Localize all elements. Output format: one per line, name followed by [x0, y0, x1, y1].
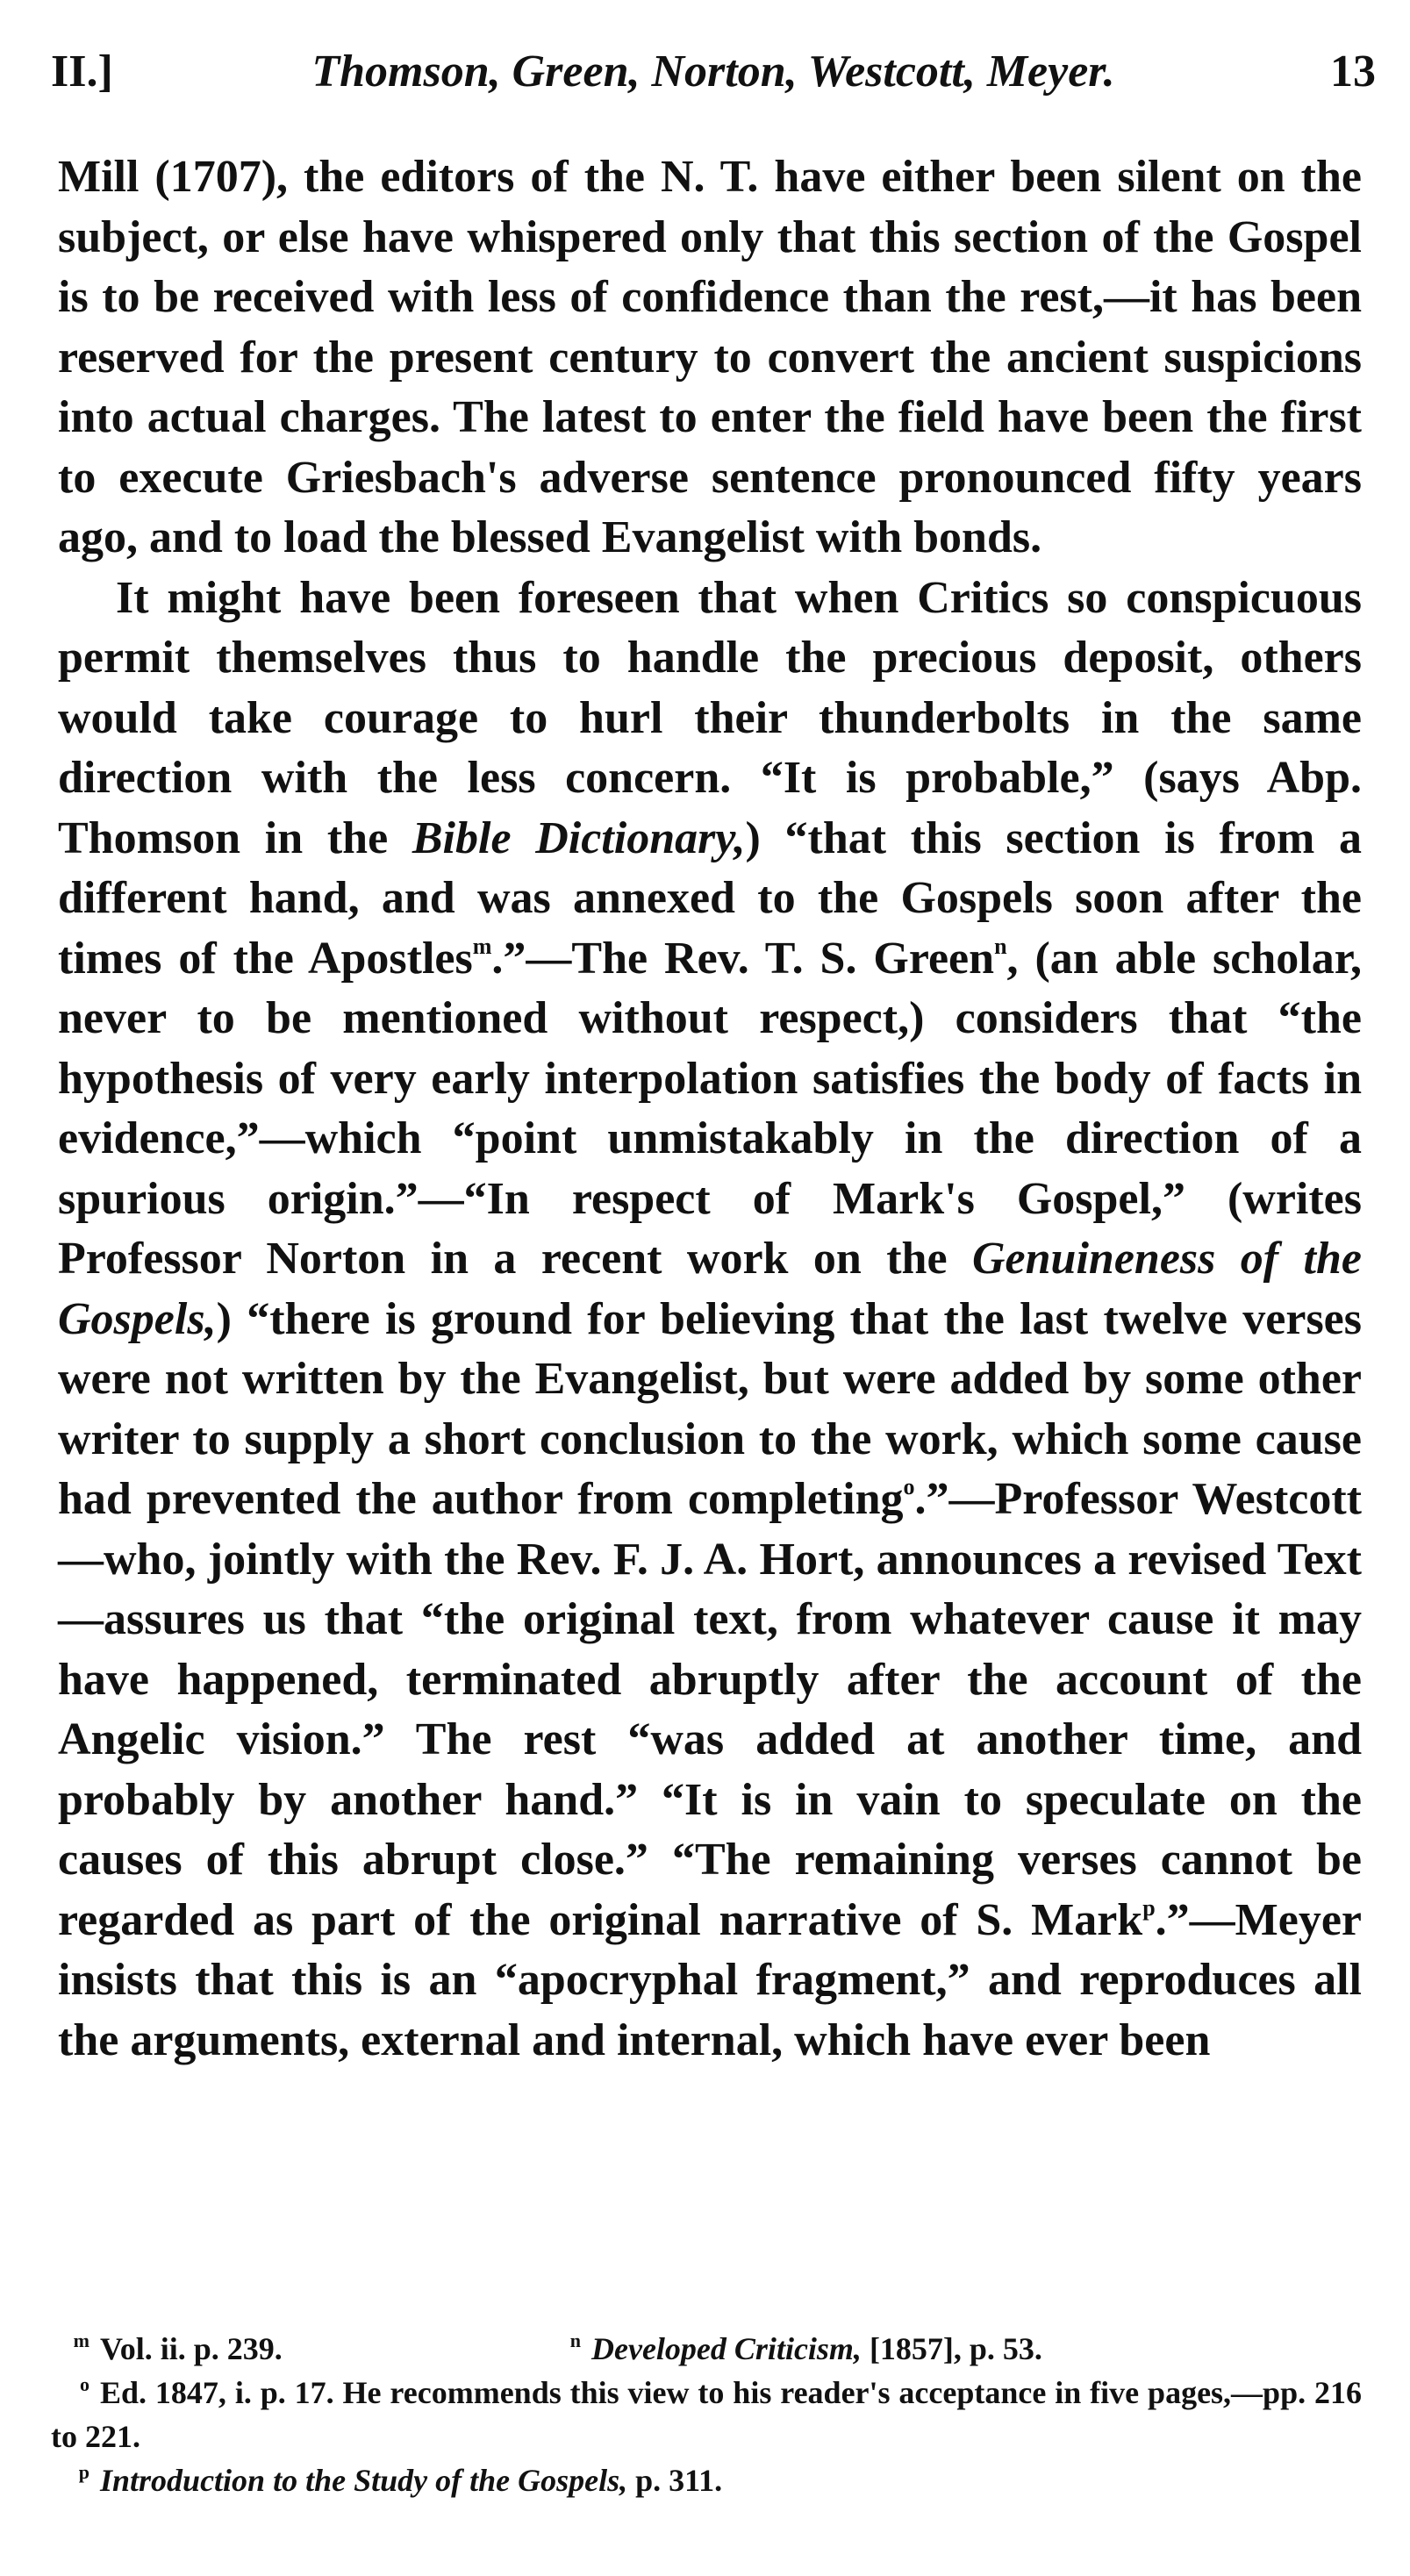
footnote-text: Vol. ii. p. 239. — [100, 2331, 283, 2366]
text-run: ) “that this section is from a different hand, and was annexed to the Gospels soon after the times of the Apostles — [58, 812, 1362, 984]
text-run: ) “there is ground for believing that the last twelve verses were not written by the Evangelist, but were added by some other writer to supply a short conclusion to the work, which some cause had prevented the author from completing — [58, 1293, 1362, 1524]
footnote-ref-m: m — [472, 933, 492, 959]
footnote-p: p Introduction to the Study of the Gospels, p. 311. — [78, 2461, 723, 2498]
italic-title-bible-dictionary: Bible Dictionary, — [412, 812, 746, 863]
footnote-ref-p: p — [1142, 1894, 1156, 1921]
running-header — [51, 46, 1376, 116]
footnote-o: o Ed. 1847, i. p. 17. He recommends this view to his reader's acceptance in five pages,—pp. 216 to 221. — [51, 2373, 1362, 2454]
running-title: Thomson, Green, Norton, Westcott, Meyer. — [311, 47, 1115, 97]
text-run: It might have been foreseen that when Critics so conspicuous permit themselves thus to handle the precious deposit, others would take courage to hurl their thunderbolts in the same direction with the less concern. “It is probable,” (says Abp. Thomson in the — [58, 572, 1362, 863]
section-number: II.] — [51, 47, 113, 97]
footnotes — [51, 2327, 1362, 2502]
footnote-italic-title: Developed Criticism, — [591, 2331, 862, 2366]
footnote-row — [51, 2327, 1362, 2371]
paragraph-1: Mill (1707), the editors of the N. T. have either been silent on the subject, or else have whispered only that this section of the Gospel is to be received with less of confidence than the rest,—it has been reserved for the present century to convert the ancient suspicions into actual charges. The latest to enter the field have been the first to execute Griesbach's adverse sentence pronounced fifty years ago, and to load the blessed Evangelist with bonds. — [58, 152, 1362, 562]
main-text — [58, 147, 1362, 2071]
italic-title-genuineness: Genuineness of the Gospels, — [58, 1234, 1362, 1344]
paragraph-2 — [58, 569, 1362, 2072]
text-run: .”—The Rev. T. S. Green — [491, 933, 995, 984]
footnote-ref-o: o — [903, 1474, 915, 1499]
footnote-text: [1857], p. 53. — [861, 2331, 1042, 2366]
text-run: .”—Meyer insists that this is an “apocryphal fragment,” and reproduces all the arguments, external and internal, which have ever been — [58, 1894, 1362, 2065]
footnote-italic-title: Introduction to the Study of the Gospels, — [100, 2463, 628, 2498]
footnote-text: Ed. 1847, i. p. 17. He recommends this view to his reader's acceptance in five pages,—pp. 216 to 221. — [51, 2375, 1362, 2454]
text-run: .”—Professor Westcott—who, jointly with the Rev. F. J. A. Hort, announces a revised Text—assures us that “the original text, from whatever cause it may have happened, terminated abruptly after the account of the Angelic vision.” The rest “was added at another time, and probably by another hand.” “It is in vain to speculate on the causes of this abrupt close.” “The remaining verses cannot be regarded as part of the original narrative of S. Mark — [58, 1474, 1362, 1945]
text-run: , (an able scholar, never to be mentioned without respect,) considers that “the hypothesis of very early interpolation satisfies the body of facts in evidence,”—which “point unmistakably in the direction of a spurious origin.”—“In respect of Mark's Gospel,” (writes Professor Norton in a recent work on the — [58, 933, 1362, 1284]
footnote-ref-n: n — [994, 933, 1007, 959]
footnote-m: m Vol. ii. p. 239. — [73, 2329, 283, 2366]
footnote-n: n Developed Criticism, [1857], p. 53. — [569, 2329, 1042, 2366]
footnote-text: p. 311. — [627, 2463, 723, 2498]
page-number: 13 — [1330, 47, 1376, 97]
